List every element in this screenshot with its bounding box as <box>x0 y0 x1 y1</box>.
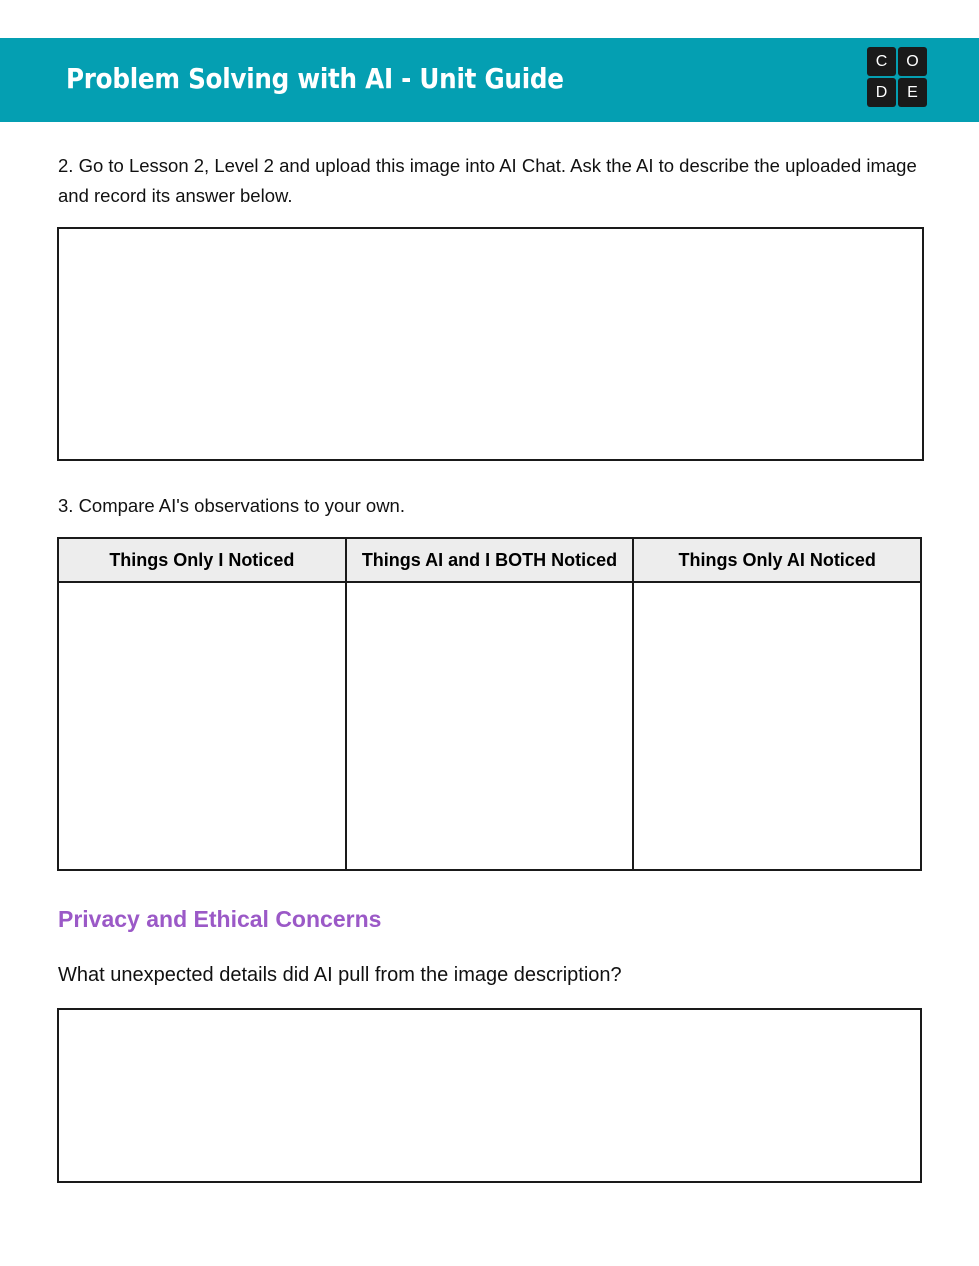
unexpected-details-answer-box[interactable] <box>57 1008 922 1183</box>
privacy-section-heading: Privacy and Ethical Concerns <box>58 906 382 932</box>
both-noticed-cell[interactable] <box>346 582 634 870</box>
logo-letter: D <box>867 78 896 107</box>
ai-description-answer-box[interactable] <box>57 227 924 461</box>
column-header-both-noticed: Things AI and I BOTH Noticed <box>346 538 634 582</box>
only-i-noticed-cell[interactable] <box>58 582 346 870</box>
privacy-question-text: What unexpected details did AI pull from the image description? <box>58 964 622 986</box>
logo-letter: E <box>898 78 927 107</box>
logo-letter: O <box>898 47 927 76</box>
only-ai-noticed-cell[interactable] <box>633 582 921 870</box>
comparison-table-header-row <box>58 538 921 582</box>
comparison-table <box>57 537 922 871</box>
column-header-only-ai-noticed: Things Only AI Noticed <box>633 538 921 582</box>
code-logo <box>867 47 928 108</box>
column-header-only-i-noticed: Things Only I Noticed <box>58 538 346 582</box>
question-3-text: 3. Compare AI's observations to your own. <box>58 495 405 516</box>
table-row <box>58 582 921 870</box>
logo-letter: C <box>867 47 896 76</box>
page-title: Problem Solving with AI - Unit Guide <box>66 62 564 95</box>
question-2-text: 2. Go to Lesson 2, Level 2 and upload this image into AI Chat. Ask the AI to describe the uploaded image and record its answer below. <box>58 155 917 206</box>
